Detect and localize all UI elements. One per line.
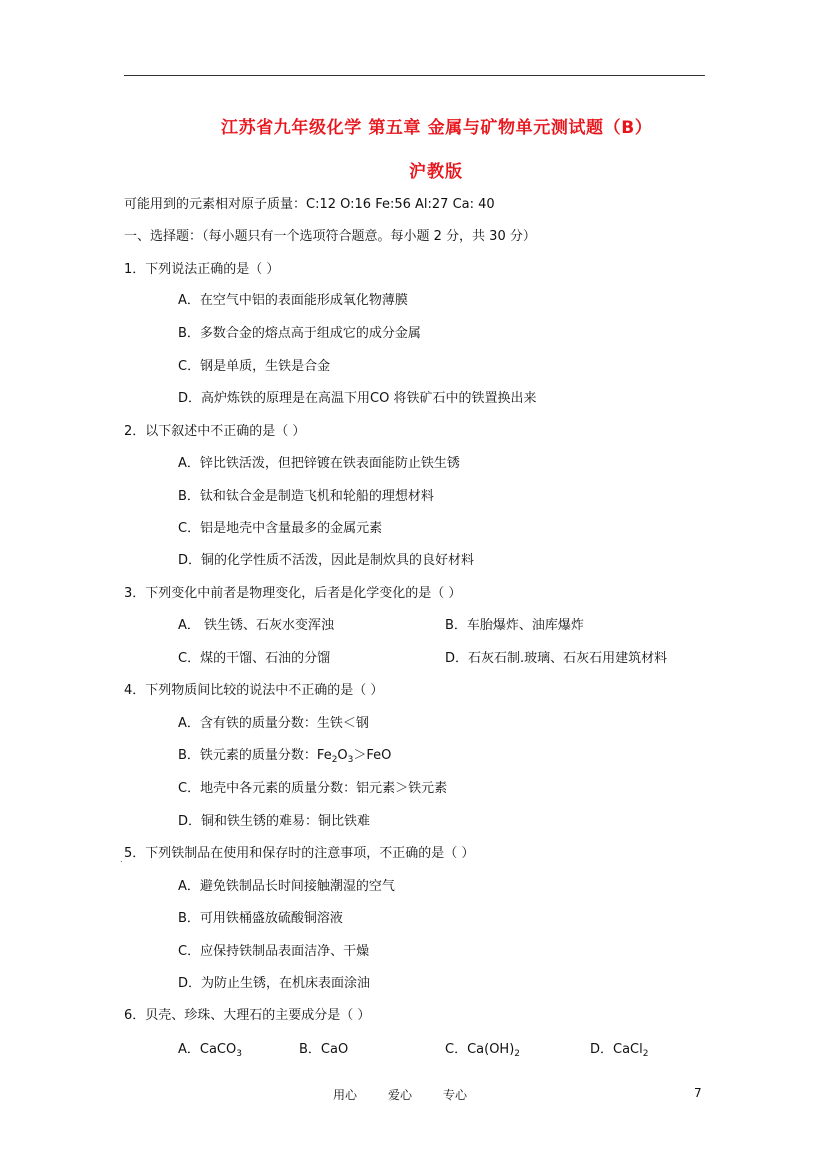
question-5-option-b: B．可用铁桶盛放硫酸铜溶液 bbox=[178, 911, 343, 926]
question-2-option-b: B．钛和钛合金是制造飞机和轮船的理想材料 bbox=[178, 489, 434, 504]
atomic-masses-note: 可能用到的元素相对原子质量：C:12 O:16 Fe:56 Al:27 Ca: 40 bbox=[124, 197, 495, 212]
stray-dot: . bbox=[120, 855, 123, 864]
option-b-formula: B．CaO bbox=[299, 1042, 349, 1057]
question-2-stem: 2．以下叙述中不正确的是（ ） bbox=[124, 424, 306, 439]
question-2-option-d: D．铜的化学性质不活泼，因此是制炊具的良好材料 bbox=[178, 553, 475, 568]
question-6-option-b bbox=[299, 1042, 348, 1058]
question-5-option-d: D．为防止生锈，在机床表面涂油 bbox=[178, 976, 371, 991]
footer-slogan-1: 用心 bbox=[333, 1088, 358, 1102]
document-title: 江苏省九年级化学 第五章 金属与矿物单元测试题（B） bbox=[221, 118, 653, 138]
question-5-option-c: C．应保持铁制品表面洁净、干燥 bbox=[178, 944, 370, 959]
question-4-option-c: C．地壳中各元素的质量分数：铝元素＞铁元素 bbox=[178, 781, 448, 796]
question-2-option-c: C．铝是地壳中含量最多的金属元素 bbox=[178, 521, 383, 536]
question-6-stem: 6．贝壳、珍珠、大理石的主要成分是（ ） bbox=[124, 1008, 371, 1023]
question-3-option-b: B．车胎爆炸、油库爆炸 bbox=[445, 618, 584, 633]
option-a-subscript: 3 bbox=[236, 1049, 242, 1059]
option-d-subscript: 2 bbox=[642, 1049, 649, 1059]
formula-comparison: ＞FeO bbox=[353, 748, 392, 763]
question-5-option-a: A．避免铁制品长时间接触潮湿的空气 bbox=[178, 879, 395, 894]
footer-slogan-2: 爱心 bbox=[388, 1088, 413, 1102]
document-subtitle: 沪教版 bbox=[409, 162, 463, 182]
question-4-option-a: A．含有铁的质量分数：生铁＜钢 bbox=[178, 716, 369, 731]
question-3-option-d: D．石灰石制.玻璃、石灰石用建筑材料 bbox=[445, 651, 668, 666]
question-3-option-c: C．煤的干馏、石油的分馏 bbox=[178, 651, 331, 666]
option-c-formula: C．Ca(OH) bbox=[445, 1042, 515, 1057]
formula-subscript-2: 2 bbox=[331, 755, 338, 765]
page-number: 7 bbox=[694, 1086, 702, 1100]
question-6-option-a bbox=[178, 1042, 242, 1058]
question-1-stem: 1．下列说法正确的是（ ） bbox=[124, 262, 280, 277]
footer-slogan-3: 专心 bbox=[443, 1088, 468, 1102]
question-2-option-a: A．锌比铁活泼，但把锌镀在铁表面能防止铁生锈 bbox=[178, 456, 460, 471]
question-1-option-d: D．高炉炼铁的原理是在高温下用CO 将铁矿石中的铁置换出来 bbox=[178, 391, 537, 406]
question-6-option-c bbox=[445, 1042, 520, 1058]
header-rule bbox=[124, 75, 705, 76]
question-4-option-b-text: B．铁元素的质量分数： bbox=[178, 748, 317, 763]
question-6-option-d bbox=[590, 1042, 648, 1058]
section-heading: 一、选择题：（每小题只有一个选项符合题意。每小题 2 分，共 30 分） bbox=[124, 229, 536, 244]
question-1-option-b: B．多数合金的熔点高于组成它的成分金属 bbox=[178, 326, 421, 341]
option-c-subscript: 2 bbox=[514, 1049, 521, 1059]
formula-fe: Fe bbox=[316, 748, 332, 763]
question-4-option-d: D．铜和铁生锈的难易：铜比铁难 bbox=[178, 814, 371, 829]
question-1-option-a: A．在空气中铝的表面能形成氧化物薄膜 bbox=[178, 293, 408, 308]
formula-subscript-3: 3 bbox=[347, 755, 354, 765]
option-a-formula: A．CaCO bbox=[178, 1042, 237, 1057]
question-1-option-c: C．钢是单质，生铁是合金 bbox=[178, 359, 331, 374]
question-5-stem: 5．下列铁制品在使用和保存时的注意事项，不正确的是（ ） bbox=[124, 846, 475, 861]
question-3-stem: 3．下列变化中前者是物理变化，后者是化学变化的是（ ） bbox=[124, 586, 462, 601]
question-3-option-a: A． 铁生锈、石灰水变浑浊 bbox=[178, 618, 335, 633]
question-4-option-b bbox=[178, 748, 391, 764]
question-4-stem: 4．下列物质间比较的说法中不正确的是（ ） bbox=[124, 683, 384, 698]
option-d-formula: D．CaCl bbox=[590, 1042, 643, 1057]
formula-o: O bbox=[337, 748, 348, 763]
